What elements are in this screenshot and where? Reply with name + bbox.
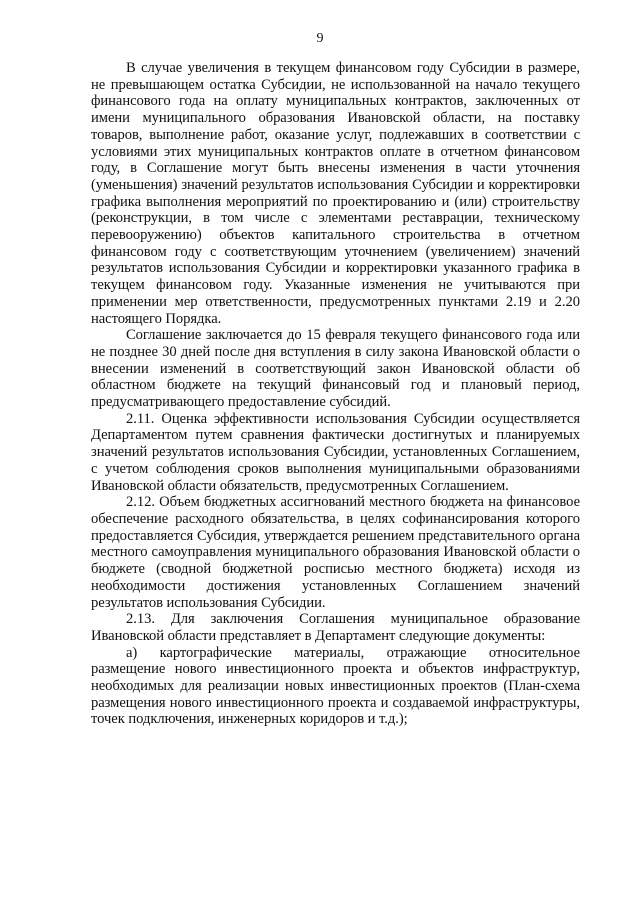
document-body [91, 60, 580, 728]
paragraph-2-11: 2.11. Оценка эффективности использования Субсидии осуществляется Департаментом путем сравнения фактически достигнутых и планируемых значений результатов использования Субсидии, установленных Соглашением, с учетом соблюдения сроков выполнения муниципальными образованиями Ивановской области обязательств, предусмотренных Соглашением. [91, 410, 580, 494]
page-number: 9 [316, 31, 324, 46]
paragraph-subsidy-increase: В случае увеличения в текущем финансовом году Субсидии в размере, не превышающем остатка Субсидии, не использованной на начало текущего финансового года на оплату муниципальных контрактов, заключенных от имени муниципального образования Ивановской области, на поставку товаров, выполнение работ, оказание услуг, подлежавших в соответствии с условиями этих муниципальных контрактов оплате в отчетном финансовом году, в Соглашение могут быть внесены изменения в части уточнения (уменьшения) значений результатов использования Субсидии и корректировки графика выполнения мероприятий по проектированию и (или) строительству (реконструкции, в том числе с элементами реставрации, техническому перевооружению) объектов капитального строительства в отчетном финансовом году с соответствующим уточнением (увеличением) значений результатов использования Субсидии и корректировки указанного графика в текущем финансовом году. Указанные изменения не учитываются при применении мер ответственности, предусмотренных пунктами 2.19 и 2.20 настоящего Порядка. [91, 60, 580, 327]
paragraph-2-13: 2.13. Для заключения Соглашения муниципальное образование Ивановской области представляет в Департамент следующие документы: [91, 611, 580, 644]
paragraph-2-12: 2.12. Объем бюджетных ассигнований местного бюджета на финансовое обеспечение расходного обязательства, в целях софинансирования которого предоставляется Субсидия, утверждается решением представительного органа местного самоуправления муниципального образования Ивановской области о бюджете (сводной бюджетной росписью местного бюджета) исходя из необходимости достижения установленных Соглашением значений результатов использования Субсидии. [91, 494, 580, 611]
paragraph-agreement-deadline: Соглашение заключается до 15 февраля текущего финансового года или не позднее 30 дней после дня вступления в силу закона Ивановской области о внесении изменений в соответствующий закон Ивановской области об областном бюджете на текущий финансовый год и плановый период, предусматривающего предоставление субсидий. [91, 327, 580, 411]
paragraph-2-13-a: а) картографические материалы, отражающие относительное размещение нового инвестиционного проекта и объектов инфраструктур, необходимых для реализации новых инвестиционных проектов (План-схема размещения нового инвестиционного проекта и создаваемой инфраструктуры, точек подключения, инженерных коридоров и т.д.); [91, 644, 580, 728]
